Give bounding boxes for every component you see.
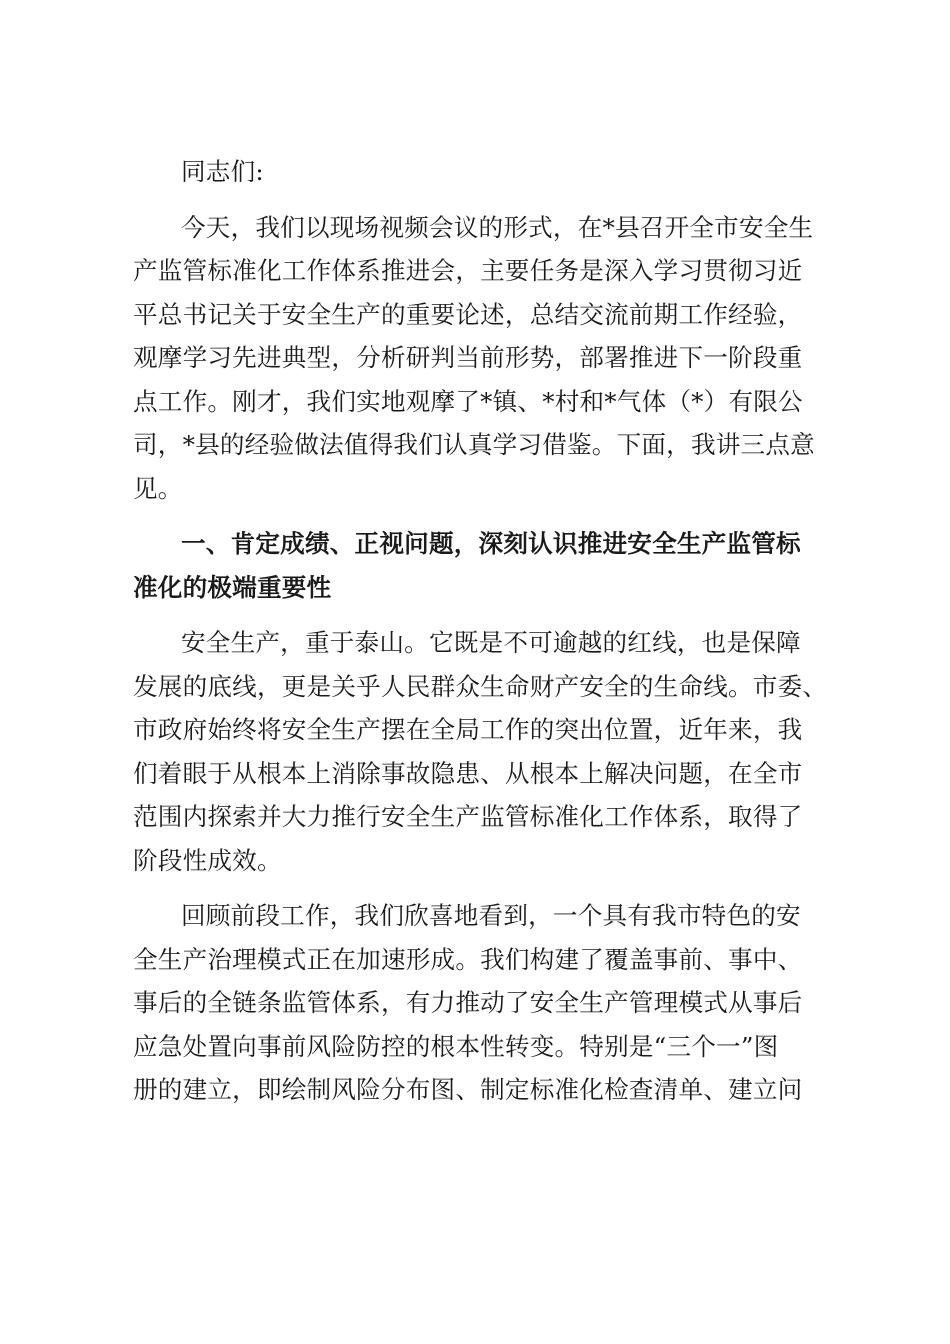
- paragraph-line: 安全生产，重于泰山。它既是不可逾越的红线，也是保障: [181, 628, 801, 657]
- paragraph-line: 市政府始终将安全生产摆在全局工作的突出位置，近年来，我: [133, 715, 803, 744]
- paragraph-line: 发展的底线，更是关乎人民群众生命财产安全的生命线。市委、: [133, 671, 828, 701]
- paragraph-line: 平总书记关于安全生产的重要论述，总结交流前期工作经验，: [133, 299, 803, 329]
- paragraph-review: [133, 894, 833, 1112]
- paragraph-line: 司，*县的经验做法值得我们认真学习借鉴。下面，我讲三点意: [133, 430, 815, 459]
- paragraph-safety: [133, 621, 833, 882]
- paragraph-line: 产监管标准化工作体系推进会，主要任务是深入学习贯彻习近: [133, 256, 803, 285]
- salutation: 同志们:: [181, 157, 264, 186]
- paragraph-line: 回顾前段工作，我们欣喜地看到，一个具有我市特色的安: [181, 901, 801, 930]
- section-heading: [133, 522, 833, 609]
- paragraph-line: 们着眼于从根本上消除事故隐患、从根本上解决问题，在全市: [133, 758, 803, 788]
- paragraph-line: 册的建立，即绘制风险分布图、制定标准化检查清单、建立问: [133, 1075, 803, 1104]
- paragraph-line: 见。: [133, 473, 183, 503]
- paragraph-line: 全生产治理模式正在加速形成。我们构建了覆盖事前、事中、: [133, 944, 803, 974]
- heading-line: 一、肯定成绩、正视问题，深刻认识推进安全生产监管标: [181, 529, 801, 558]
- paragraph-line: 应急处置向事前风险防控的根本性转变。特别是“三个一”图: [133, 1031, 779, 1061]
- paragraph-intro: [133, 206, 833, 511]
- paragraph-line: 今天，我们以现场视频会议的形式，在*县召开全市安全生: [181, 212, 814, 242]
- paragraph-line: 点工作。刚才，我们实地观摩了*镇、*村和*气体（*）有限公: [133, 386, 803, 416]
- paragraph-line: 阶段性成效。: [133, 845, 282, 875]
- document-page: [133, 150, 833, 1112]
- heading-line: 准化的极端重要性: [133, 572, 332, 602]
- paragraph-line: 观摩学习先进典型，分析研判当前形势，部署推进下一阶段重: [133, 343, 803, 372]
- paragraph-line: 范围内探索并大力推行安全生产监管标准化工作体系，取得了: [133, 802, 803, 831]
- paragraph-line: 事后的全链条监管体系，有力推动了安全生产管理模式从事后: [133, 988, 803, 1017]
